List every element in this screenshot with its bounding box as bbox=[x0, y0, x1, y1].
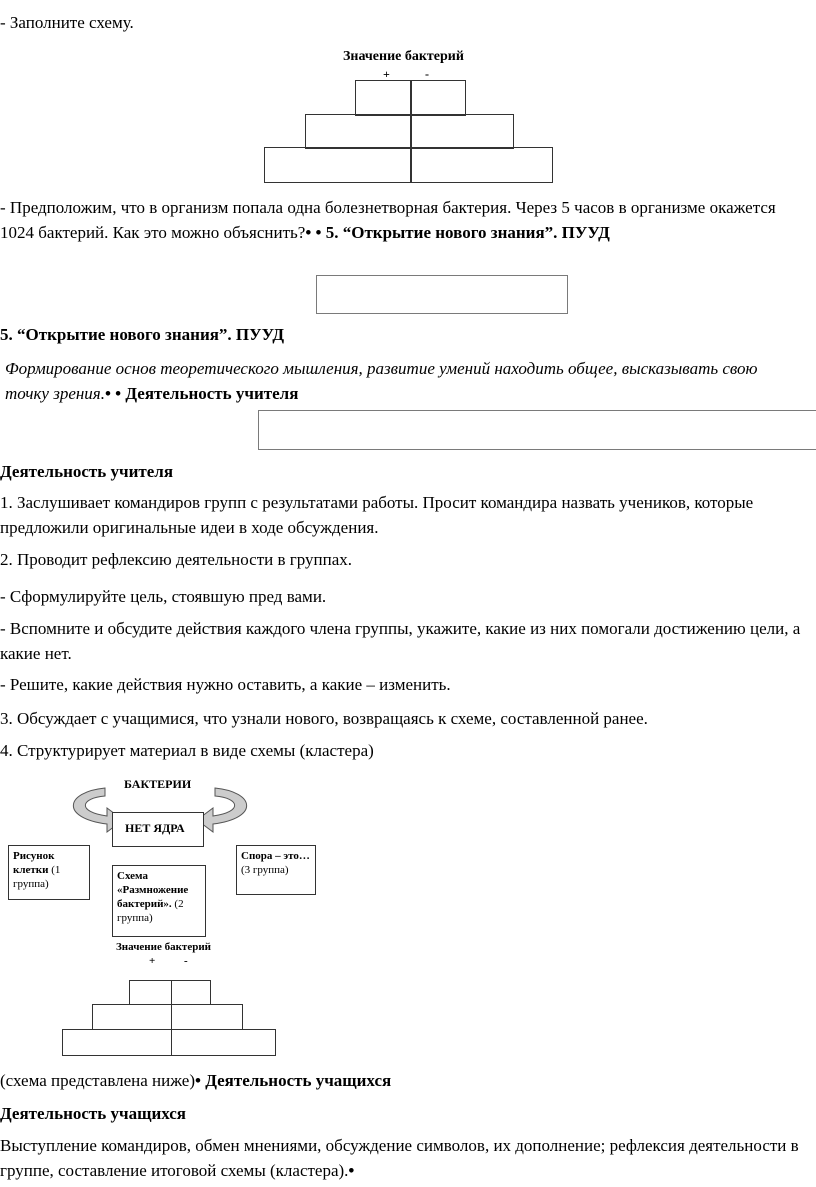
students-paragraph bbox=[0, 1133, 800, 1183]
scheme-cell bbox=[355, 80, 412, 116]
cluster-mid-rest: (2 группа) bbox=[117, 898, 184, 924]
suppose-paragraph bbox=[0, 195, 810, 245]
scheme-cell bbox=[410, 80, 466, 116]
students-bullet: • bbox=[348, 1161, 355, 1180]
empty-frame bbox=[258, 410, 816, 450]
teacher-item: - Решите, какие действия нужно оставить, а какие – изменить. bbox=[0, 675, 451, 694]
cluster-right-rest: (3 группа) bbox=[241, 864, 289, 876]
cluster-scheme-minus: - bbox=[184, 955, 188, 967]
goal-text: Формирование основ теоретического мышления, развитие умений находить общее, высказывать свою точку зрения. bbox=[5, 359, 758, 403]
teacher-item: 4. Структурирует материал в виде схемы (кластера) bbox=[0, 741, 374, 760]
teacher-item: 1. Заслушивает командиров групп с результатами работы. Просит командира назвать учеников, которые предложили оригинальные идеи в ходе обсуждения. bbox=[0, 493, 754, 537]
scheme-minus: - bbox=[425, 67, 429, 81]
cluster-mid-box bbox=[112, 865, 206, 937]
cluster-left-rest: (1 группа) bbox=[13, 864, 61, 890]
suppose-text: - Предположим, что в организм попала одна болезнетворная бактерия. Через 5 часов в организме окажется 1024 бактерий. Как это можно объяснить? bbox=[0, 198, 776, 242]
cluster-mid-bold: Схема «Размножение бактерий». bbox=[117, 870, 189, 910]
cluster-scheme-plus: + bbox=[149, 955, 156, 967]
scheme-cell bbox=[264, 147, 412, 183]
teacher-item: 2. Проводит рефлексию деятельности в группах. bbox=[0, 550, 353, 569]
teacher-item: 3. Обсуждает с учащимися, что узнали нового, возвращаясь к схеме, составленной ранее. bbox=[0, 709, 648, 728]
cluster-scheme-cell bbox=[171, 1004, 243, 1030]
cluster-right-bold: Спора – это… bbox=[241, 850, 310, 862]
cluster-scheme-cell bbox=[129, 980, 172, 1005]
heading-section-5: 5. “Открытие нового знания”. ПУУД bbox=[0, 325, 285, 344]
teacher-item: - Сформулируйте цель, стоявшую пред вами. bbox=[0, 587, 327, 606]
scheme-note-bold: • Деятельность учащихся bbox=[195, 1071, 392, 1090]
right-curved-arrow-icon bbox=[197, 788, 247, 832]
cluster-scheme-cell bbox=[62, 1029, 172, 1056]
cluster-scheme-cell bbox=[171, 980, 211, 1005]
heading-students: Деятельность учащихся bbox=[0, 1104, 186, 1123]
cluster-scheme-title: Значение бактерий bbox=[116, 941, 212, 953]
teacher-item: - Вспомните и обсудите действия каждого члена группы, укажите, какие из них помогали достижению цели, а какие нет. bbox=[0, 619, 801, 663]
goal-bold: • • Деятельность учителя bbox=[104, 384, 299, 403]
cluster-title: БАКТЕРИИ bbox=[124, 777, 192, 791]
scheme-note bbox=[0, 1068, 391, 1093]
intro-text: - Заполните схему. bbox=[0, 13, 134, 32]
scheme-cell bbox=[410, 114, 514, 149]
cluster-left-bold: Рисунок клетки bbox=[13, 850, 55, 876]
cluster-scheme-cell bbox=[171, 1029, 276, 1056]
cluster-right-box bbox=[236, 845, 316, 895]
scheme-cell bbox=[305, 114, 412, 149]
cluster-center-box: НЕТ ЯДРА bbox=[112, 812, 204, 847]
students-text: Выступление командиров, обмен мнениями, обсуждение символов, их дополнение; рефлексия деятельности в группе, составление итоговой схемы (кластера). bbox=[0, 1136, 799, 1180]
cluster-scheme-cell bbox=[92, 1004, 172, 1030]
heading-teacher: Деятельность учителя bbox=[0, 462, 174, 481]
scheme-title: Значение бактерий bbox=[343, 49, 464, 64]
scheme-cell bbox=[410, 147, 553, 183]
goal-paragraph bbox=[0, 356, 795, 406]
cluster-left-box bbox=[8, 845, 90, 900]
empty-frame bbox=[316, 275, 568, 314]
suppose-bold: • • 5. “Открытие нового знания”. ПУУД bbox=[305, 223, 610, 242]
scheme-note-text: (схема представлена ниже) bbox=[0, 1071, 195, 1090]
scheme-plus: + bbox=[383, 67, 390, 81]
